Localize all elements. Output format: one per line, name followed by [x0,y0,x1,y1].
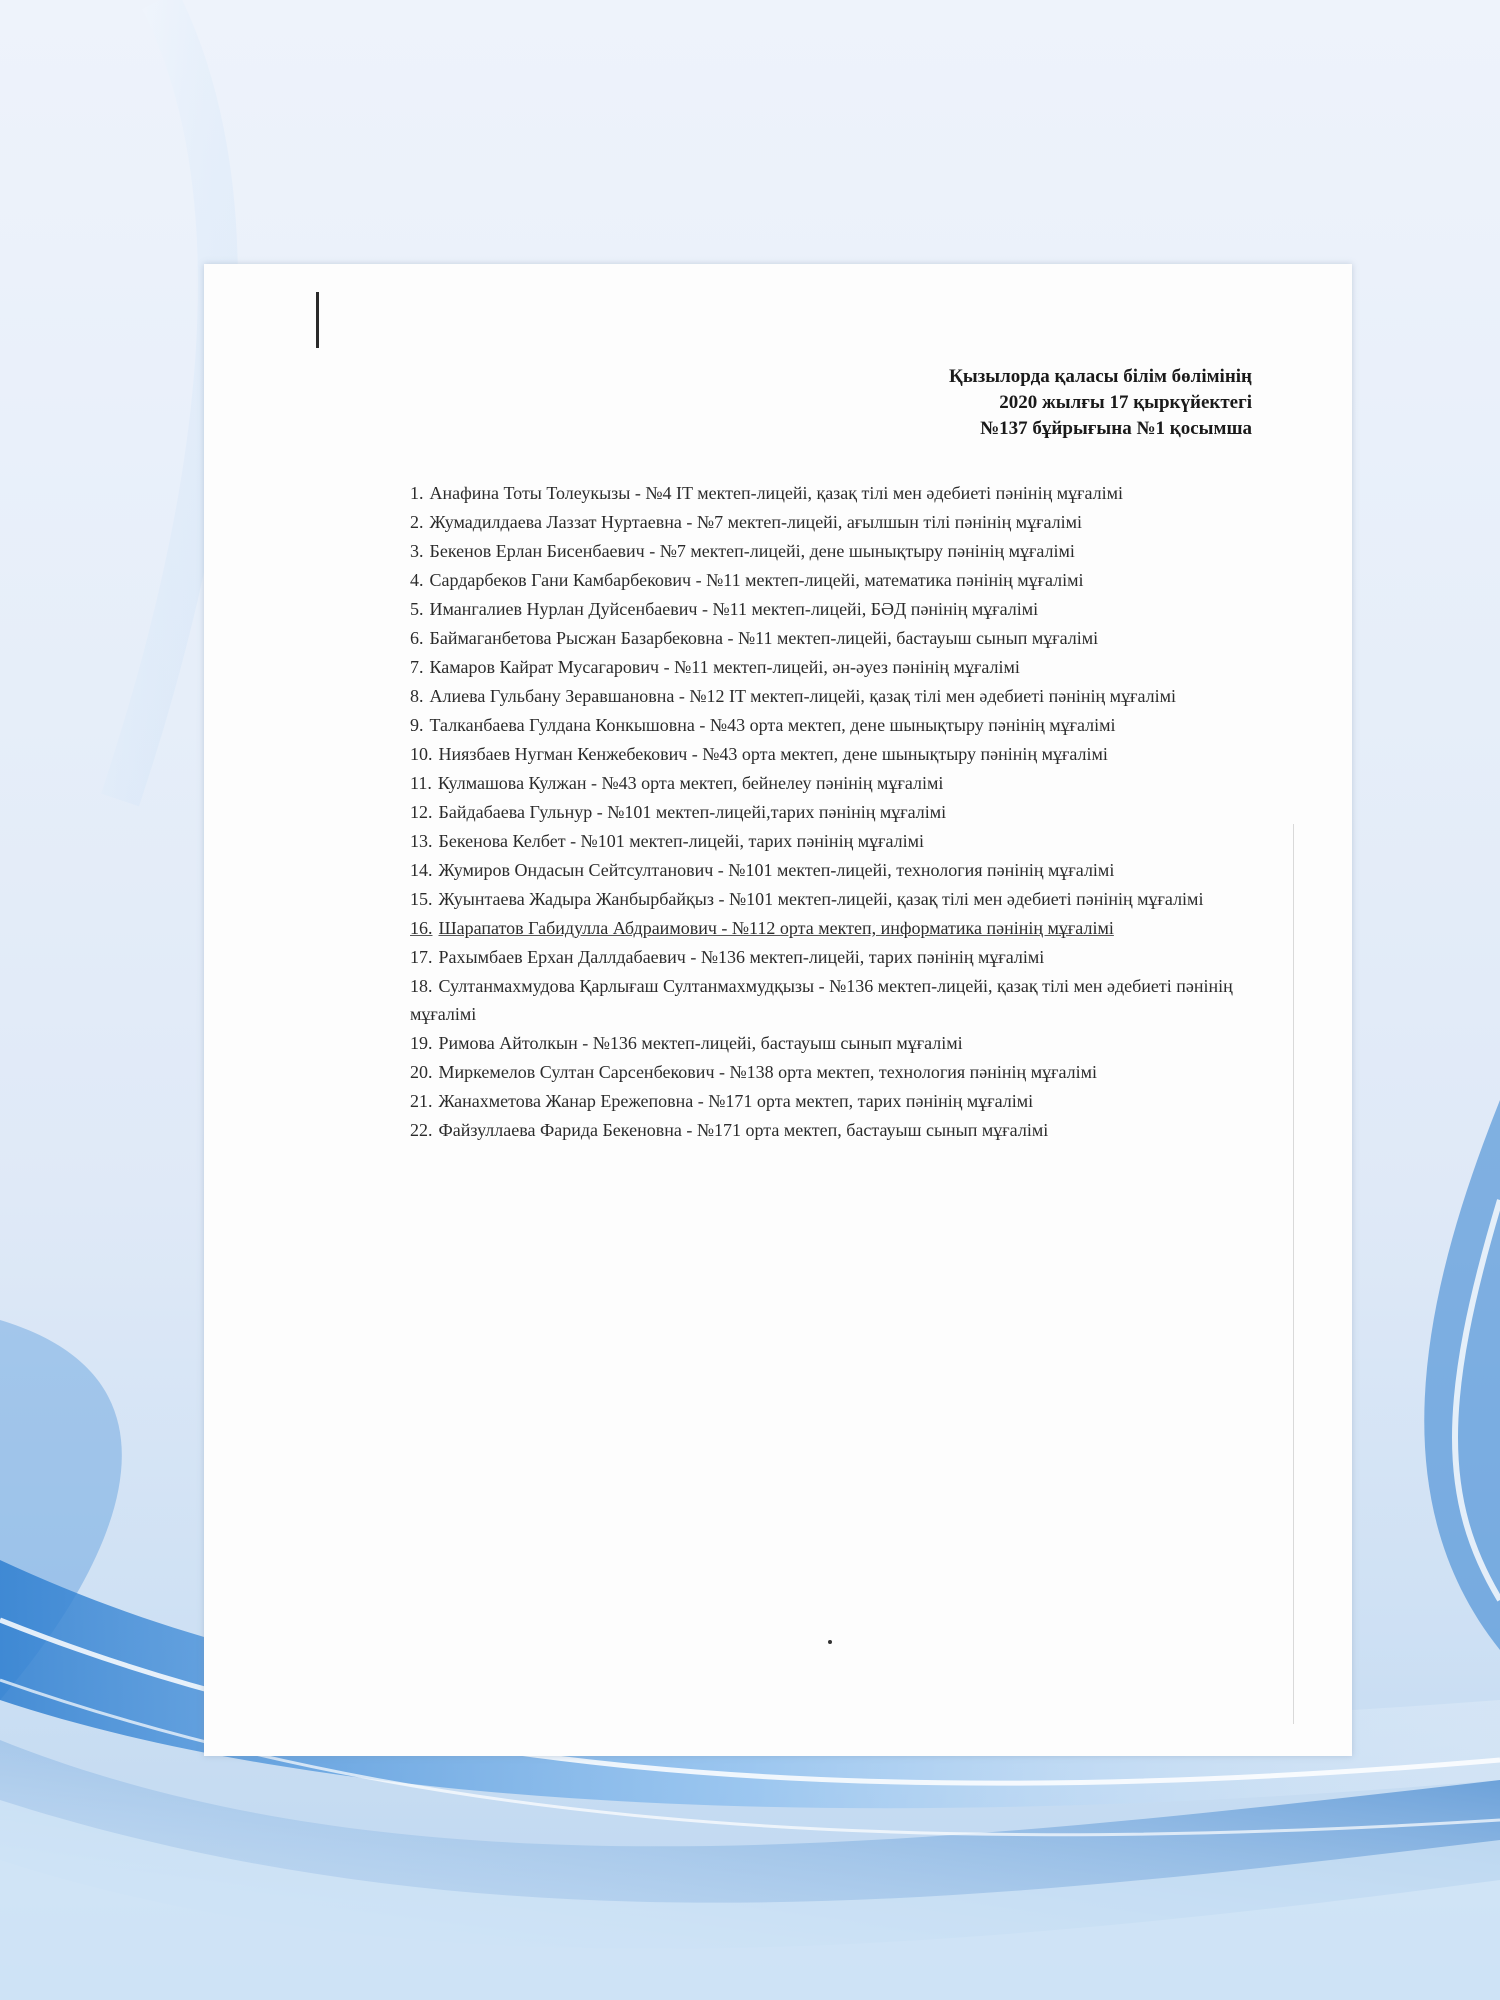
item-text: Бекенов Ерлан Бисенбаевич - №7 мектеп-лицейі, дене шынықтыру пәнінің мұғалімі [429,541,1075,561]
item-number: 15. [410,889,433,909]
list-item [410,537,1248,565]
list-item [410,1116,1248,1144]
item-text: Жумиров Ондасын Сейтсултанович - №101 мектеп-лицейі, технология пәнінің мұғалімі [438,860,1115,880]
item-number: 14. [410,860,433,880]
list-item [410,885,1248,913]
item-text: Файзуллаева Фарида Бекеновна - №171 орта мектеп, бастауыш сынып мұғалімі [438,1120,1049,1140]
item-number: 17. [410,947,433,967]
list-item [410,566,1248,594]
item-text: Жумадилдаева Лаззат Нуртаевна - №7 мектеп-лицейі, ағылшын тілі пәнінің мұғалімі [429,512,1083,532]
list-item [410,1087,1248,1115]
item-text: Сардарбеков Гани Камбарбекович - №11 мектеп-лицейі, математика пәнінің мұғалімі [429,570,1084,590]
item-text: Имангалиев Нурлан Дуйсенбаевич - №11 мектеп-лицейі, БӘД пәнінің мұғалімі [429,599,1039,619]
item-text: Анафина Тоты Толеукызы - №4 IT мектеп-лицейі, қазақ тілі мен әдебиеті пәнінің мұғалімі [429,483,1123,503]
list-item [410,856,1248,884]
item-number: 11. [410,773,432,793]
item-number: 4. [410,570,424,590]
item-number: 21. [410,1091,433,1111]
item-number: 20. [410,1062,433,1082]
list-item [410,740,1248,768]
item-number: 10. [410,744,433,764]
page-edge-line [1293,824,1294,1724]
item-text: Баймаганбетова Рысжан Базарбековна - №11 мектеп-лицейі, бастауыш сынып мұғалімі [429,628,1099,648]
item-text: Жуынтаева Жадыра Жанбырбайқыз - №101 мектеп-лицейі, қазақ тілі мен әдебиеті пәнінің мұғалімі [438,889,1204,909]
item-text: Ниязбаев Нугман Кенжебекович - №43 орта мектеп, дене шынықтыру пәнінің мұғалімі [438,744,1108,764]
list-item [410,682,1248,710]
item-text: Камаров Кайрат Мусагарович - №11 мектеп-лицейі, ән-әуез пәнінің мұғалімі [429,657,1020,677]
scan-speck [828,1640,832,1644]
item-text: Алиева Гульбану Зеравшановна - №12 IT мектеп-лицейі, қазақ тілі мен әдебиеті пәнінің мұғалімі [429,686,1176,706]
list-item [410,827,1248,855]
item-text: Талканбаева Гулдана Конкышовна - №43 орта мектеп, дене шынықтыру пәнінің мұғалімі [429,715,1116,735]
list-item [410,914,1248,942]
item-text: Жанахметова Жанар Ережеповна - №171 орта мектеп, тарих пәнінің мұғалімі [438,1091,1034,1111]
document-page [204,264,1352,1756]
item-text: Рахымбаев Ерхан Даллдабаевич - №136 мектеп-лицейі, тарих пәнінің мұғалімі [438,947,1045,967]
item-number: 5. [410,599,424,619]
teacher-list [410,479,1248,1145]
margin-mark [316,292,319,348]
item-text: Байдабаева Гульнур - №101 мектеп-лицейі,тарих пәнінің мұғалімі [438,802,947,822]
item-text: Шарапатов Габидулла Абдраимович - №112 орта мектеп, информатика пәнінің мұғалімі [438,918,1114,938]
item-number: 9. [410,715,424,735]
list-item [410,943,1248,971]
header-line-3: №137 бұйрығына №1 қосымша [980,418,1252,439]
list-item [410,508,1248,536]
item-number: 7. [410,657,424,677]
item-text: Бекенова Келбет - №101 мектеп-лицейі, тарих пәнінің мұғалімі [438,831,924,851]
item-number: 22. [410,1120,433,1140]
appendix-header [949,364,1252,442]
item-text: Миркемелов Султан Сарсенбекович - №138 орта мектеп, технология пәнінің мұғалімі [438,1062,1097,1082]
item-number: 16. [410,918,433,938]
list-item [410,972,1248,1028]
list-item [410,479,1248,507]
list-item [410,595,1248,623]
list-item [410,1029,1248,1057]
item-text: Султанмахмудова Қарлығаш Султанмахмудқызы - №136 мектеп-лицейі, қазақ тілі мен әдебиеті пәнінің мұғалімі [410,976,1233,1024]
item-number: 19. [410,1033,433,1053]
list-item [410,624,1248,652]
item-text: Кулмашова Кулжан - №43 орта мектеп, бейнелеу пәнінің мұғалімі [437,773,944,793]
item-number: 13. [410,831,433,851]
item-text: Римова Айтолкын - №136 мектеп-лицейі, бастауыш сынып мұғалімі [438,1033,963,1053]
item-number: 18. [410,976,433,996]
item-number: 6. [410,628,424,648]
item-number: 2. [410,512,424,532]
list-item [410,769,1248,797]
header-line-2: 2020 жылғы 17 қыркүйектегі [999,392,1252,413]
item-number: 1. [410,483,424,503]
list-item [410,711,1248,739]
item-number: 12. [410,802,433,822]
list-item [410,653,1248,681]
list-item [410,798,1248,826]
list-item [410,1058,1248,1086]
item-number: 3. [410,541,424,561]
item-number: 8. [410,686,424,706]
header-line-1: Қызылорда қаласы білім бөлімінің [949,366,1252,387]
